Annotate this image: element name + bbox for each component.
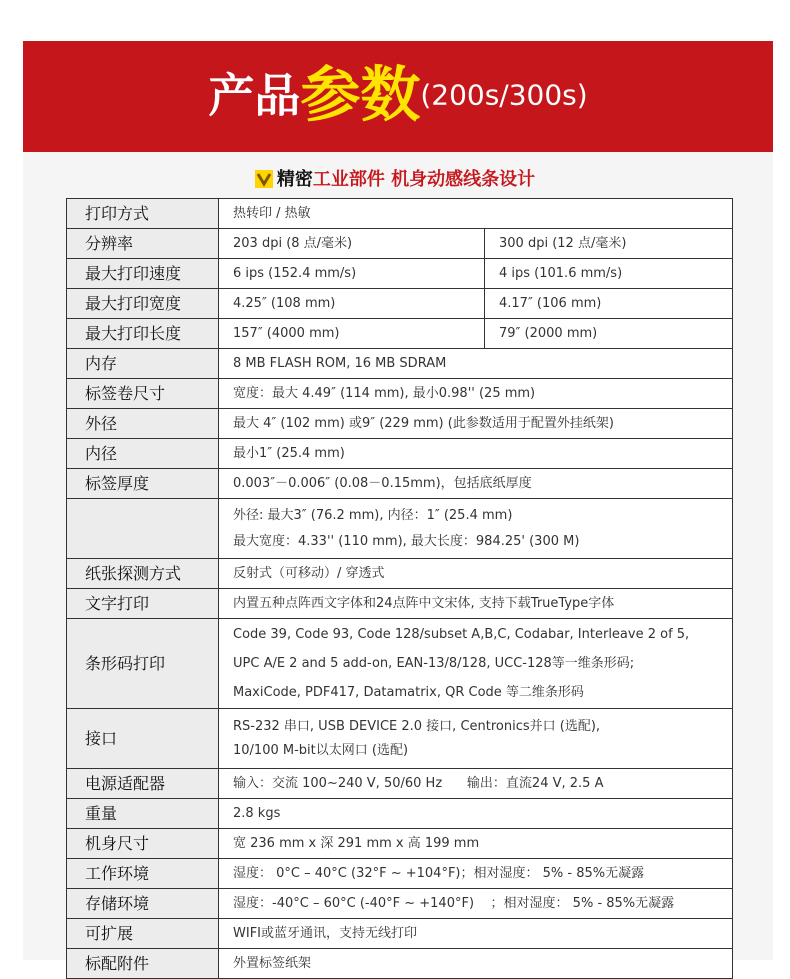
title-model: (200s/300s): [420, 78, 588, 112]
spec-value: 2.8 kgs: [219, 799, 733, 829]
spec-line: 外径: 最大3″ (76.2 mm), 内径：1″ (25.4 mm): [233, 507, 513, 523]
table-row: [67, 559, 733, 589]
spec-label: 内径: [67, 439, 219, 469]
spec-value-200s: 203 dpi (8 点/毫米): [219, 229, 485, 259]
spec-label: 条形码打印: [67, 619, 219, 709]
spec-value: 8 MB FLASH ROM, 16 MB SDRAM: [219, 349, 733, 379]
spec-line: RS-232 串口, USB DEVICE 2.0 接口, Centronics并口 (选配),: [233, 718, 601, 734]
spec-label: 接口: [67, 709, 219, 769]
spec-label: 电源适配器: [67, 769, 219, 799]
spec-label: 内存: [67, 349, 219, 379]
header-banner: [23, 41, 773, 152]
table-row: [67, 859, 733, 889]
spec-value: 外置标签纸架: [219, 949, 733, 979]
table-row: [67, 409, 733, 439]
table-row: [67, 949, 733, 979]
table-row: [67, 589, 733, 619]
subtitle-part1: 精密: [276, 169, 313, 190]
spec-value: 输入：交流 100~240 V, 50/60 Hz 输出：直流24 V, 2.5 A: [219, 769, 733, 799]
spec-value: 宽度：最大 4.49″ (114 mm), 最小0.98'' (25 mm): [219, 379, 733, 409]
spec-value: 0.003″－0.006″ (0.08－0.15mm)，包括底纸厚度: [219, 469, 733, 499]
spec-value: [219, 709, 733, 769]
spec-label: 标签厚度: [67, 469, 219, 499]
spec-label: 可扩展: [67, 919, 219, 949]
table-row: [67, 289, 733, 319]
page-title: [23, 60, 773, 131]
spec-label: 存储环境: [67, 889, 219, 919]
spec-value: 最小1″ (25.4 mm): [219, 439, 733, 469]
table-row: [67, 619, 733, 709]
spec-label: 最大打印速度: [67, 259, 219, 289]
table-row: [67, 919, 733, 949]
spec-value-300s: 79″ (2000 mm): [485, 319, 733, 349]
spec-label: 打印方式: [67, 199, 219, 229]
spec-label: 标签卷尺寸: [67, 379, 219, 409]
spec-label: 最大打印长度: [67, 319, 219, 349]
table-row: [67, 379, 733, 409]
subtitle-part2: 工业部件 机身动感线条设计: [312, 169, 536, 190]
spec-value: 宽 236 mm x 深 291 mm x 高 199 mm: [219, 829, 733, 859]
spec-line: 最大宽度：4.33'' (110 mm), 最大长度：984.25' (300 M): [233, 533, 580, 549]
spec-label: 分辨率: [67, 229, 219, 259]
table-row: [67, 259, 733, 289]
spec-value: 内置五种点阵西文字体和24点阵中文宋体, 支持下载TrueType字体: [219, 589, 733, 619]
spec-line: 10/100 M-bit以太网口 (选配): [233, 742, 409, 758]
spec-value: 反射式（可移动）/ 穿透式: [219, 559, 733, 589]
table-row: [67, 799, 733, 829]
spec-label: 纸张探测方式: [67, 559, 219, 589]
spec-label: 重量: [67, 799, 219, 829]
spec-value-300s: 300 dpi (12 点/毫米): [485, 229, 733, 259]
title-part2: 参数: [300, 60, 421, 131]
spec-label: 机身尺寸: [67, 829, 219, 859]
spec-label: 外径: [67, 409, 219, 439]
spec-label: [67, 499, 219, 559]
spec-value-200s: 4.25″ (108 mm): [219, 289, 485, 319]
spec-value: [219, 619, 733, 709]
spec-value-300s: 4.17″ (106 mm): [485, 289, 733, 319]
spec-label: 文字打印: [67, 589, 219, 619]
spec-value-300s: 4 ips (101.6 mm/s): [485, 259, 733, 289]
spec-line: UPC A/E 2 and 5 add-on, EAN-13/8/128, UCC-128等一维条形码;: [233, 656, 635, 671]
table-row: [67, 829, 733, 859]
spec-label: 最大打印宽度: [67, 289, 219, 319]
spec-table: [66, 198, 733, 979]
spec-value: 最大 4″ (102 mm) 或9″ (229 mm) (此参数适用于配置外挂纸架): [219, 409, 733, 439]
table-row: [67, 499, 733, 559]
spec-value: 湿度： 0°C – 40°C (32°F ~ +104°F)；相对湿度： 5% - 85%无凝露: [219, 859, 733, 889]
spec-label: 工作环境: [67, 859, 219, 889]
table-row: [67, 709, 733, 769]
table-row: [67, 349, 733, 379]
table-row: [67, 769, 733, 799]
checkmark-icon: [255, 170, 273, 188]
spec-value: [219, 499, 733, 559]
table-row: [67, 439, 733, 469]
title-part1: 产品: [208, 68, 301, 123]
table-row: [67, 319, 733, 349]
table-row: [67, 229, 733, 259]
spec-value-200s: 6 ips (152.4 mm/s): [219, 259, 485, 289]
section-subtitle: [0, 167, 790, 193]
spec-value: WIFI或蓝牙通讯，支持无线打印: [219, 919, 733, 949]
spec-line: MaxiCode, PDF417, Datamatrix, QR Code 等二维条形码: [233, 685, 584, 700]
table-row: [67, 889, 733, 919]
table-row: [67, 469, 733, 499]
spec-line: Code 39, Code 93, Code 128/subset A,B,C, Codabar, Interleave 2 of 5,: [233, 627, 690, 642]
spec-label: 标配附件: [67, 949, 219, 979]
spec-value: 湿度：-40°C – 60°C (-40°F ~ +140°F) ；相对湿度： 5% - 85%无凝露: [219, 889, 733, 919]
spec-value: 热转印 / 热敏: [219, 199, 733, 229]
table-row: [67, 199, 733, 229]
spec-value-200s: 157″ (4000 mm): [219, 319, 485, 349]
